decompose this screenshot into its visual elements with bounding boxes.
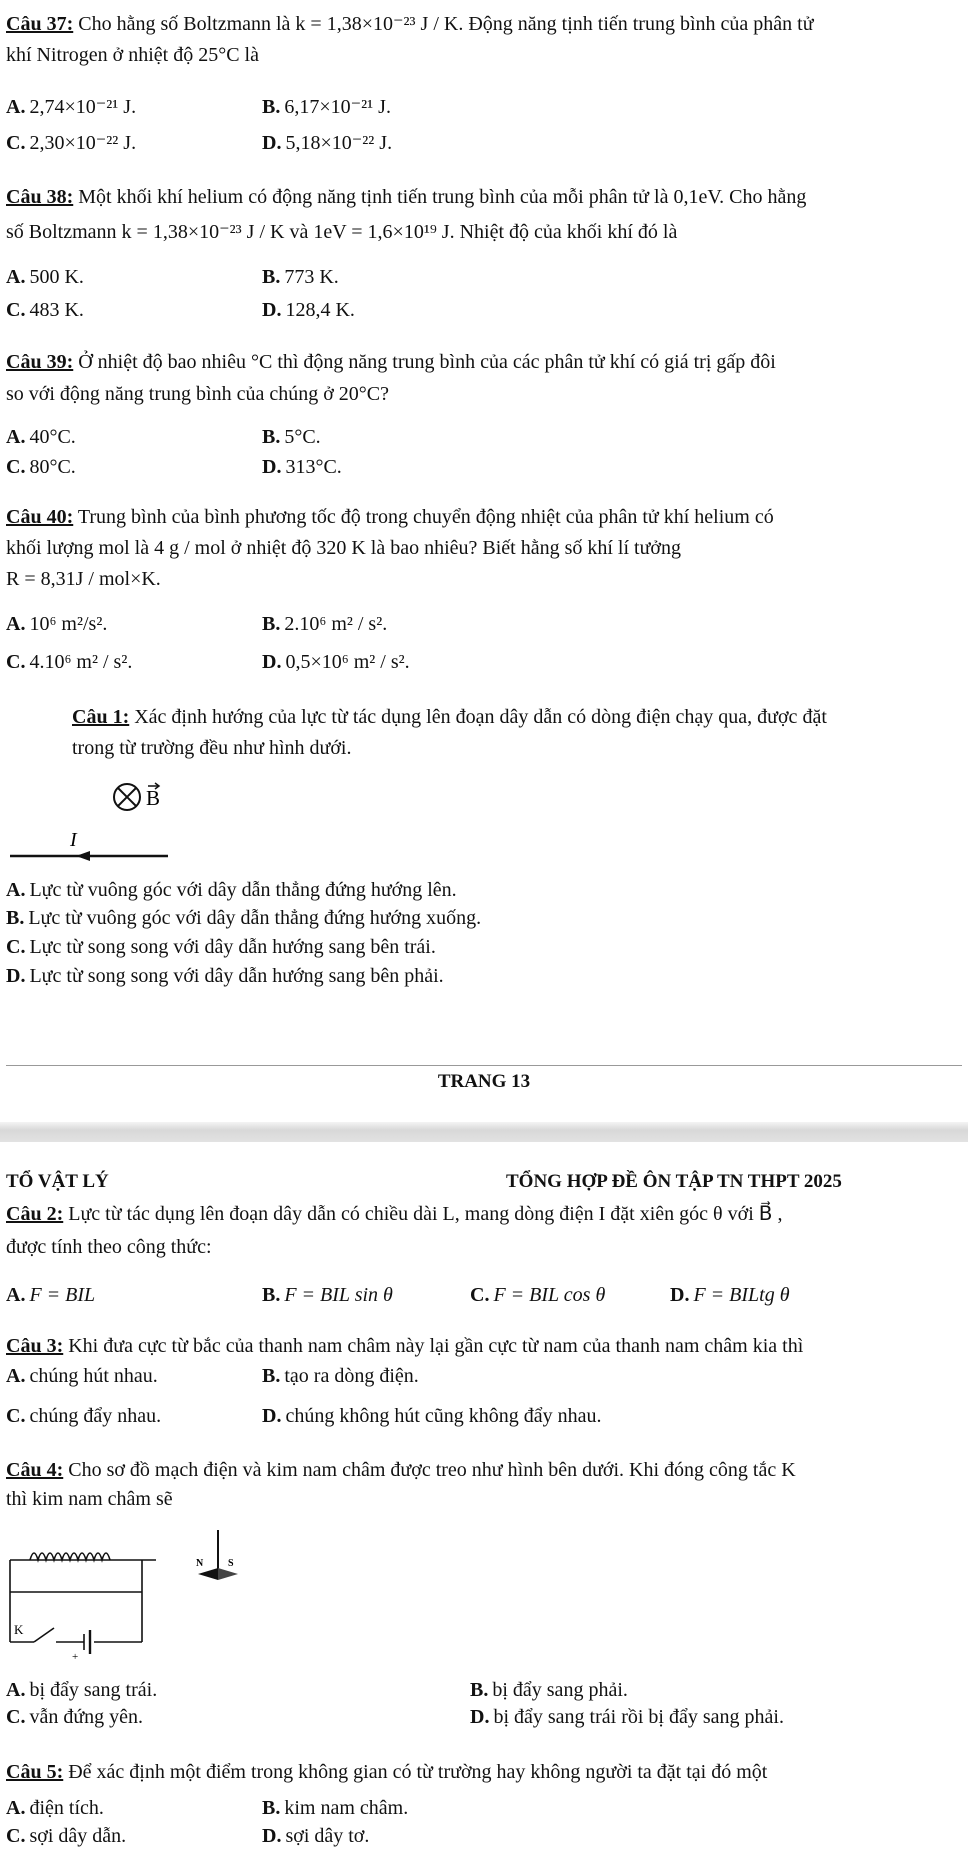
option-a[interactable]: A. 500 K. xyxy=(6,266,84,288)
page-footer: TRANG 13 xyxy=(437,1071,531,1092)
option-a[interactable]: A. 10⁶ m²/s². xyxy=(6,613,108,635)
north-label: N xyxy=(196,1558,204,1569)
question-text: Ở nhiệt độ bao nhiêu °C thì động năng trung bình của các phân tử khí có giá trị gấp đôi xyxy=(73,351,776,373)
question-37 xyxy=(6,12,960,68)
svg-text:+: + xyxy=(72,1651,79,1663)
option-d[interactable]: D. 128,4 K. xyxy=(262,299,355,321)
question-text: số Boltzmann k = 1,38×10⁻²³ J / K và 1eV = 1,6×10¹⁹ J. Nhiệt độ của khối khí đó là xyxy=(6,221,678,243)
question-label: Câu 2: xyxy=(6,1203,64,1225)
question-2 xyxy=(6,1202,960,1260)
option-d[interactable]: D. sợi dây tơ. xyxy=(262,1825,370,1847)
header-right: TỔNG HỢP ĐỀ ÔN TẬP TN THPT 2025 xyxy=(506,1171,842,1192)
question-text: Xác định hướng của lực từ tác dụng lên đoạn dây dẫn có dòng điện chạy qua, được đặt xyxy=(129,706,827,728)
current-label: I xyxy=(70,829,77,851)
question-text: thì kim nam châm sẽ xyxy=(6,1488,173,1510)
south-label: S xyxy=(228,1558,234,1569)
option-c[interactable]: C. 483 K. xyxy=(6,299,84,321)
question-text: được tính theo công thức: xyxy=(6,1236,212,1258)
option-c[interactable]: C. chúng đẩy nhau. xyxy=(6,1405,162,1427)
field-into-page-icon xyxy=(114,784,140,810)
option-d[interactable]: D. bị đẩy sang trái rồi bị đẩy sang phải. xyxy=(470,1706,784,1728)
question-5 xyxy=(6,1760,960,1785)
header-left: TỔ VẬT LÝ xyxy=(6,1171,109,1192)
field-label: B xyxy=(146,786,161,810)
option-a[interactable]: A. Lực từ vuông góc với dây dẫn thẳng đứng hướng lên. xyxy=(6,879,457,901)
option-c[interactable]: C. Lực từ song song với dây dẫn hướng sang bên trái. xyxy=(6,936,436,958)
question-3 xyxy=(6,1334,960,1359)
option-a[interactable]: A. 40°C. xyxy=(6,426,76,448)
option-d[interactable]: D. Lực từ song song với dây dẫn hướng sang bên phải. xyxy=(6,965,444,987)
compass-needle-icon xyxy=(198,1530,238,1580)
solenoid-coil xyxy=(10,1553,156,1592)
magnetic-field-figure xyxy=(0,760,200,870)
question-text: khí Nitrogen ở nhiệt độ 25°C là xyxy=(6,44,259,66)
option-b[interactable]: B. F = BIL sin θ xyxy=(262,1284,393,1306)
option-c[interactable]: C. vẫn đứng yên. xyxy=(6,1706,144,1728)
question-label: Câu 1: xyxy=(72,706,130,728)
option-a[interactable]: A. 2,74×10⁻²¹ J. xyxy=(6,96,137,118)
question-1 xyxy=(72,705,960,761)
question-label: Câu 5: xyxy=(6,1761,64,1783)
option-b[interactable]: B. 5°C. xyxy=(262,426,321,448)
option-d[interactable]: D. F = BILtg θ xyxy=(670,1284,790,1306)
option-b[interactable]: B. Lực từ vuông góc với dây dẫn thẳng đứng hướng xuống. xyxy=(6,907,482,929)
page-14 xyxy=(0,1142,968,1856)
question-38 xyxy=(6,185,960,245)
circuit-figure xyxy=(0,1530,240,1670)
question-text: Cho sơ đồ mạch điện và kim nam châm được treo như hình bên dưới. Khi đóng công tắc K xyxy=(63,1459,796,1481)
option-c[interactable]: C. sợi dây dẫn. xyxy=(6,1825,127,1847)
option-c[interactable]: C. F = BIL cos θ xyxy=(470,1284,606,1306)
option-d[interactable]: D. 313°C. xyxy=(262,456,342,478)
question-text: Để xác định một điểm trong không gian có từ trường hay không người ta đặt tại đó một xyxy=(63,1761,768,1783)
option-b[interactable]: B. bị đẩy sang phải. xyxy=(470,1679,628,1701)
question-label: Câu 39: xyxy=(6,351,74,373)
option-d[interactable]: D. chúng không hút cũng không đẩy nhau. xyxy=(262,1405,602,1427)
circuit-wire xyxy=(10,1592,142,1642)
option-d[interactable]: D. 0,5×10⁶ m² / s². xyxy=(262,651,410,673)
question-text: Lực từ tác dụng lên đoạn dây dẫn có chiều dài L, mang dòng điện I đặt xiên góc θ với B⃗ , xyxy=(63,1203,783,1225)
option-a[interactable]: A. chúng hút nhau. xyxy=(6,1365,158,1387)
option-c[interactable]: C. 4.10⁶ m² / s². xyxy=(6,651,133,673)
option-b[interactable]: B. kim nam châm. xyxy=(262,1797,409,1819)
option-b[interactable]: B. tạo ra dòng điện. xyxy=(262,1365,419,1387)
question-text: so với động năng trung bình của chúng ở 20°C? xyxy=(6,383,389,405)
switch-label: K xyxy=(14,1622,24,1637)
question-label: Câu 38: xyxy=(6,186,74,208)
question-label: Câu 3: xyxy=(6,1335,64,1357)
question-text: R = 8,31J / mol×K. xyxy=(6,568,161,590)
option-a[interactable]: A. bị đẩy sang trái. xyxy=(6,1679,158,1701)
switch-k[interactable] xyxy=(34,1628,54,1642)
option-b[interactable]: B. 773 K. xyxy=(262,266,339,288)
question-text: khối lượng mol là 4 g / mol ở nhiệt độ 320 K là bao nhiêu? Biết hằng số khí lí tưởng xyxy=(6,537,682,559)
option-a[interactable]: A. F = BIL xyxy=(6,1284,96,1306)
question-40 xyxy=(6,505,960,592)
question-text: Trung bình của bình phương tốc độ trong chuyển động nhiệt của phân tử khí helium có xyxy=(73,506,774,528)
question-label: Câu 40: xyxy=(6,506,74,528)
question-text: trong từ trường đều như hình dưới. xyxy=(72,737,352,759)
option-b[interactable]: B. 6,17×10⁻²¹ J. xyxy=(262,96,391,118)
question-label: Câu 37: xyxy=(6,13,74,35)
question-label: Câu 4: xyxy=(6,1459,64,1481)
question-4 xyxy=(6,1458,960,1512)
option-a[interactable]: A. điện tích. xyxy=(6,1797,104,1819)
option-b[interactable]: B. 2.10⁶ m² / s². xyxy=(262,613,388,635)
question-text: Một khối khí helium có động năng tịnh tiến trung bình của mỗi phân tử là 0,1eV. Cho hằng xyxy=(73,186,807,208)
option-c[interactable]: C. 2,30×10⁻²² J. xyxy=(6,132,137,154)
question-text: Cho hằng số Boltzmann là k = 1,38×10⁻²³ J / K. Động năng tịnh tiến trung bình của phân tử xyxy=(73,13,814,35)
battery-icon xyxy=(84,1630,90,1654)
current-arrow-icon xyxy=(76,851,90,861)
question-39 xyxy=(6,350,960,407)
footer-divider xyxy=(6,1065,962,1066)
question-text: Khi đưa cực từ bắc của thanh nam châm này lại gần cực từ nam của thanh nam châm kia thì xyxy=(63,1335,804,1357)
option-c[interactable]: C. 80°C. xyxy=(6,456,76,478)
page-separator xyxy=(0,1122,968,1142)
option-d[interactable]: D. 5,18×10⁻²² J. xyxy=(262,132,393,154)
